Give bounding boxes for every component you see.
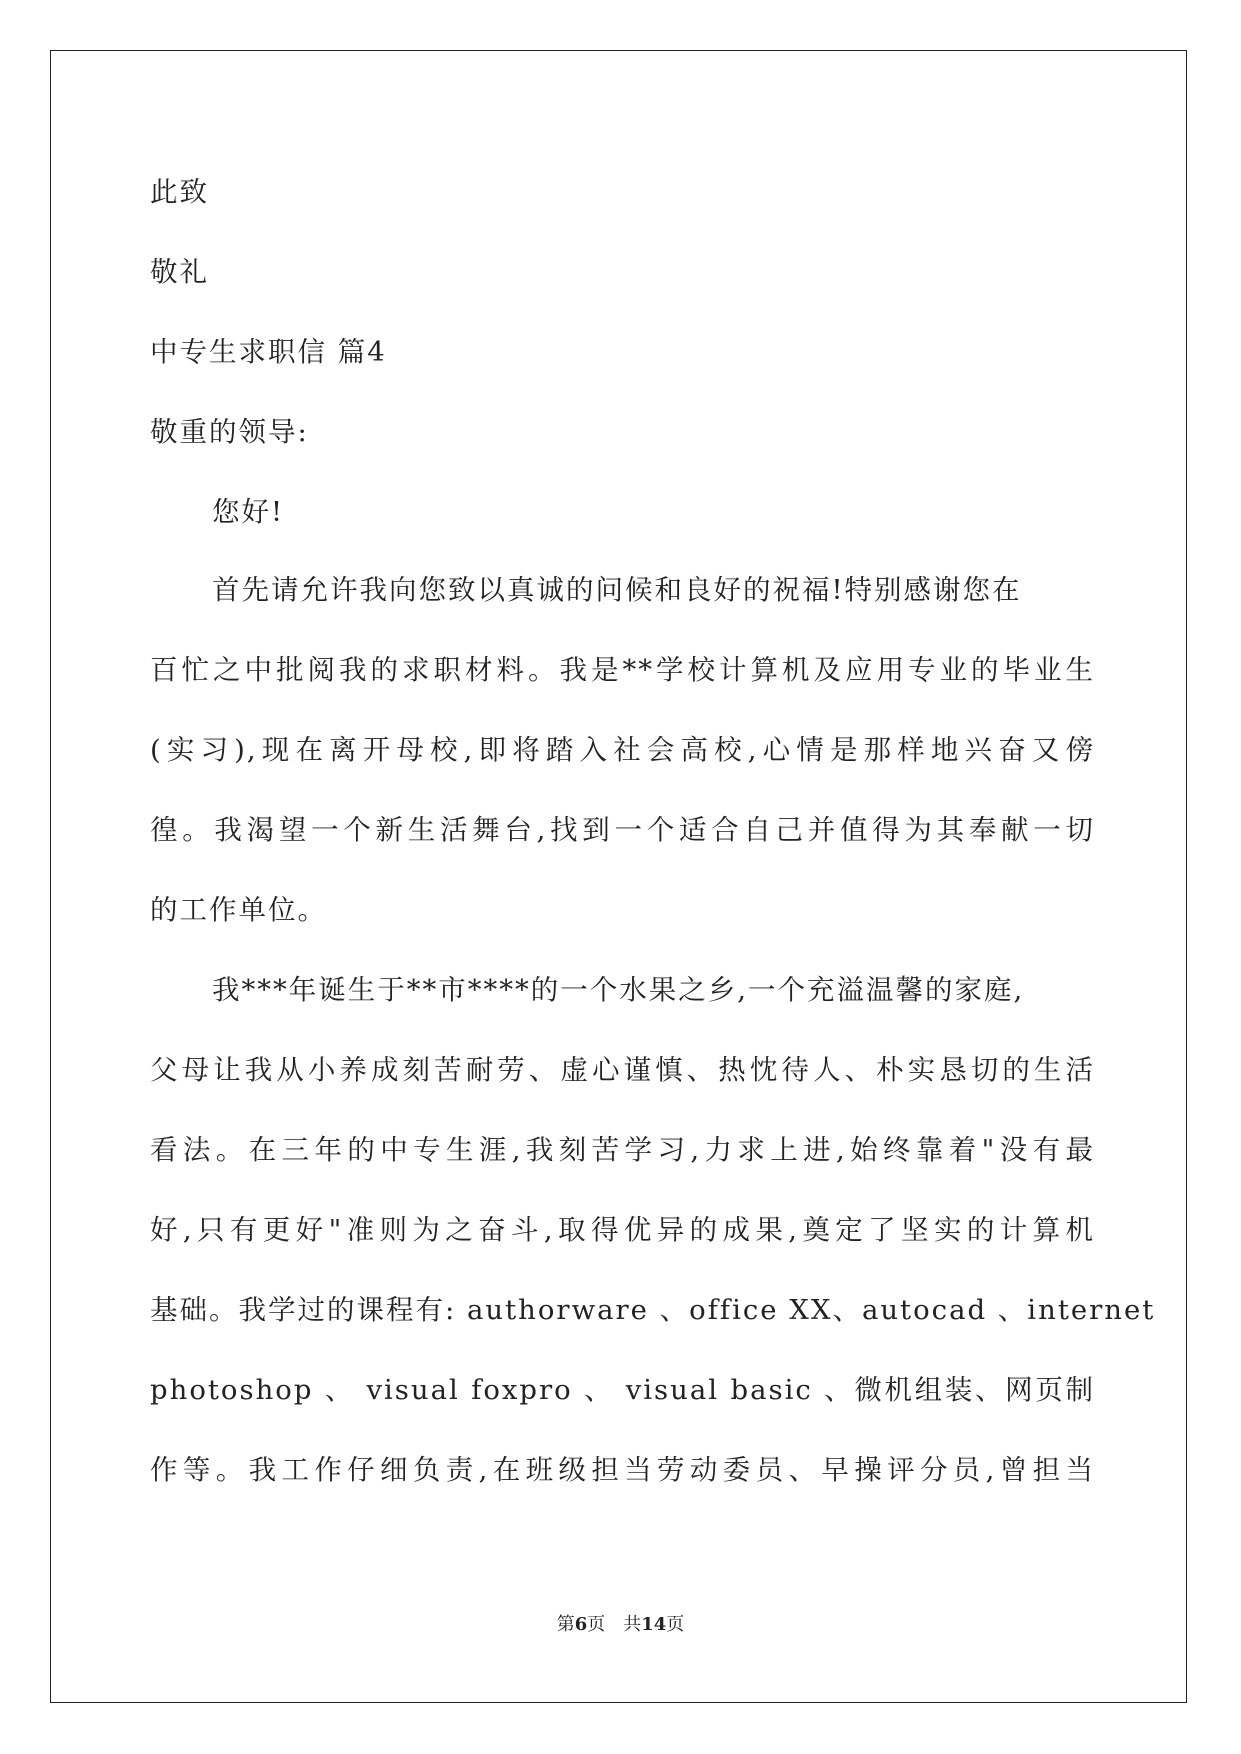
paragraph-line: 父母让我从小养成刻苦耐劳、虚心谨慎、热忱待人、朴实恳切的生活 bbox=[150, 1054, 1095, 1086]
paragraph-line: (实习),现在离开母校,即将踏入社会高校,心情是那样地兴奋又傍 bbox=[150, 734, 1095, 766]
paragraph-line: 我***年诞生于**市****的一个水果之乡,一个充溢温馨的家庭, bbox=[212, 974, 1025, 1006]
paragraph-line: photoshop 、 visual foxpro 、 visual basic 、微机组装、网页制 bbox=[150, 1374, 1095, 1406]
section-heading: 中专生求职信 篇4 bbox=[150, 336, 387, 368]
paragraph-line: 好,只有更好"准则为之奋斗,取得优异的成果,奠定了坚实的计算机 bbox=[150, 1214, 1095, 1246]
paragraph-line: 首先请允许我向您致以真诚的问候和良好的祝福!特别感谢您在 bbox=[212, 574, 1022, 606]
salutation-line: 敬礼 bbox=[150, 256, 209, 288]
addressee-line: 敬重的领导: bbox=[150, 416, 309, 448]
paragraph-line: 基础。我学过的课程有: authorware 、office XX、autocad 、internet bbox=[150, 1294, 1156, 1326]
paragraph-line: 的工作单位。 bbox=[150, 894, 327, 926]
footer-mid: 页 共 bbox=[587, 1614, 642, 1635]
paragraph-line: 徨。我渴望一个新生活舞台,找到一个适合自己并值得为其奉献一切 bbox=[150, 814, 1095, 846]
closing-line: 此致 bbox=[150, 176, 209, 208]
footer-suffix: 页 bbox=[666, 1614, 685, 1635]
paragraph-line: 看法。在三年的中专生涯,我刻苦学习,力求上进,始终靠着"没有最 bbox=[150, 1134, 1095, 1166]
paragraph-line: 百忙之中批阅我的求职材料。我是**学校计算机及应用专业的毕业生 bbox=[150, 654, 1095, 686]
current-page-number: 6 bbox=[574, 1614, 588, 1635]
total-page-number: 14 bbox=[641, 1614, 667, 1635]
greeting-line: 您好! bbox=[212, 496, 285, 528]
paragraph-line: 作等。我工作仔细负责,在班级担当劳动委员、早操评分员,曾担当 bbox=[150, 1454, 1095, 1486]
footer-prefix: 第 bbox=[556, 1614, 575, 1635]
page-footer bbox=[0, 1610, 1241, 1636]
